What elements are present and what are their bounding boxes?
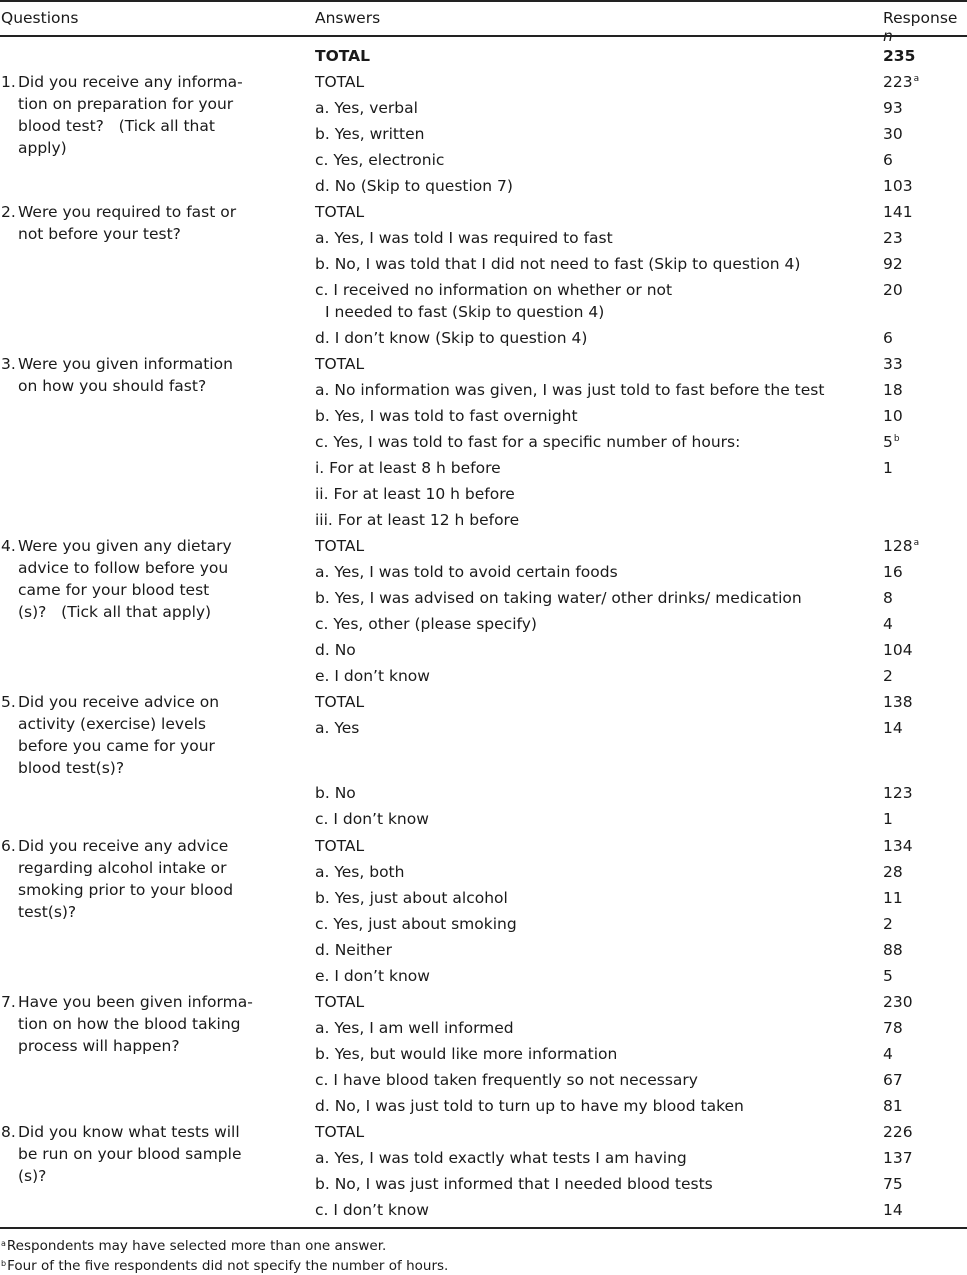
response-count: 6 bbox=[883, 329, 893, 347]
response-value bbox=[883, 431, 900, 453]
response-value bbox=[883, 1147, 913, 1169]
answer-text: b. No bbox=[315, 784, 356, 802]
answer-text: b. No, I was just informed that I needed blood tests bbox=[315, 1175, 713, 1193]
response-value bbox=[883, 782, 913, 804]
answer-label bbox=[315, 431, 740, 453]
response-value bbox=[883, 353, 903, 375]
answer-label bbox=[315, 613, 537, 635]
question-number: 2. bbox=[1, 203, 16, 221]
answer-label bbox=[315, 509, 519, 531]
response-value bbox=[883, 201, 913, 223]
answer-text: d. I don’t know (Skip to question 4) bbox=[315, 329, 588, 347]
answer-label bbox=[315, 227, 613, 249]
question-text-line: on how you should fast? bbox=[18, 377, 207, 395]
answer-text: c. Yes, electronic bbox=[315, 151, 445, 169]
question-text-line: Were you required to fast or bbox=[18, 203, 237, 221]
answer-text: a. Yes, I was told to avoid certain foods bbox=[315, 563, 618, 581]
header-bottom-rule bbox=[0, 35, 967, 37]
response-count: 18 bbox=[883, 381, 903, 399]
response-count: 67 bbox=[883, 1071, 903, 1089]
response-count: 1 bbox=[883, 459, 893, 477]
answer-text: TOTAL bbox=[315, 203, 365, 221]
answer-label bbox=[315, 253, 800, 275]
footnote-mark: a bbox=[1, 1239, 6, 1248]
response-value bbox=[883, 1069, 903, 1091]
question-text-line: apply) bbox=[18, 139, 67, 157]
question-text-line: Were you given information bbox=[18, 355, 233, 373]
question-text-line: came for your blood test bbox=[18, 581, 210, 599]
answer-label bbox=[315, 1173, 713, 1195]
response-value bbox=[883, 717, 903, 739]
answer-label bbox=[315, 991, 364, 1013]
answer-text: e. I don’t know bbox=[315, 967, 430, 985]
answer-label bbox=[315, 1095, 744, 1117]
question-number: 8. bbox=[1, 1123, 16, 1141]
response-value bbox=[883, 913, 893, 935]
answer-label bbox=[315, 782, 356, 804]
question-text-line: not before your test? bbox=[18, 225, 181, 243]
answer-text: d. No, I was just told to turn up to have my blood taken bbox=[315, 1097, 744, 1115]
answer-text: d. No bbox=[315, 641, 356, 659]
response-count: 123 bbox=[883, 784, 913, 802]
answer-text: c. I received no information on whether or not bbox=[315, 281, 673, 299]
answer-label bbox=[315, 561, 618, 583]
answer-label bbox=[315, 327, 587, 349]
response-value bbox=[883, 861, 903, 883]
answer-label bbox=[315, 97, 418, 119]
answer-label bbox=[315, 1043, 617, 1065]
response-count: 78 bbox=[883, 1019, 903, 1037]
response-count: 20 bbox=[883, 281, 903, 299]
answer-label bbox=[315, 279, 672, 323]
footnote-a bbox=[1, 1237, 386, 1255]
answer-label bbox=[315, 665, 430, 687]
question-text-line: (s)? bbox=[18, 1167, 47, 1185]
response-value bbox=[883, 1199, 903, 1221]
response-value bbox=[883, 1095, 903, 1117]
response-value bbox=[883, 457, 893, 479]
response-value bbox=[883, 887, 903, 909]
response-value bbox=[883, 149, 893, 171]
question-number: 4. bbox=[1, 537, 16, 555]
answer-text: ii. For at least 10 h before bbox=[315, 485, 515, 503]
answer-text: a. No information was given, I was just told to fast before the test bbox=[315, 381, 825, 399]
question-text-line: advice to follow before you bbox=[18, 559, 229, 577]
question-cell bbox=[1, 353, 261, 397]
answer-text: TOTAL bbox=[315, 355, 365, 373]
answer-text: TOTAL bbox=[315, 1123, 365, 1141]
answer-text: TOTAL bbox=[315, 837, 365, 855]
answer-text: a. Yes bbox=[315, 719, 360, 737]
response-count: 28 bbox=[883, 863, 903, 881]
answer-text: TOTAL bbox=[315, 693, 365, 711]
answer-text: c. Yes, other (please specify) bbox=[315, 615, 537, 633]
response-count: 33 bbox=[883, 355, 903, 373]
header-response-label: Response bbox=[883, 9, 958, 27]
response-count: 128 bbox=[883, 537, 913, 555]
answer-label bbox=[315, 123, 424, 145]
answer-label bbox=[315, 379, 824, 401]
answer-label bbox=[315, 1147, 687, 1169]
answer-label bbox=[315, 201, 364, 223]
answer-label bbox=[315, 1017, 514, 1039]
response-value bbox=[883, 405, 903, 427]
response-value bbox=[883, 991, 913, 1013]
footnote-marker: a bbox=[913, 538, 920, 548]
question-text-line: Did you receive advice on bbox=[18, 693, 220, 711]
question-text-line: process will happen? bbox=[18, 1037, 180, 1055]
answer-text: a. Yes, I was told I was required to fast bbox=[315, 229, 613, 247]
answer-label bbox=[315, 939, 392, 961]
response-count: 134 bbox=[883, 837, 913, 855]
response-count: 2 bbox=[883, 667, 893, 685]
response-count: 8 bbox=[883, 589, 893, 607]
response-value bbox=[883, 613, 893, 635]
response-count: 230 bbox=[883, 993, 913, 1011]
response-count: 93 bbox=[883, 99, 903, 117]
question-text-line: blood test? (Tick all that bbox=[18, 117, 215, 135]
response-value bbox=[883, 691, 913, 713]
response-count: 226 bbox=[883, 1123, 913, 1141]
answer-label bbox=[315, 587, 802, 609]
answer-label bbox=[315, 835, 364, 857]
answer-text: e. I don’t know bbox=[315, 667, 430, 685]
table-bottom-rule bbox=[0, 1227, 967, 1229]
answer-label bbox=[315, 691, 364, 713]
answer-label bbox=[315, 405, 578, 427]
response-value bbox=[883, 1043, 893, 1065]
answer-label bbox=[315, 1069, 698, 1091]
answer-text: b. Yes, written bbox=[315, 125, 425, 143]
response-value bbox=[883, 835, 913, 857]
response-count: 137 bbox=[883, 1149, 913, 1167]
footnote-text: Respondents may have selected more than one answer. bbox=[6, 1238, 387, 1254]
question-cell bbox=[1, 991, 261, 1057]
question-number: 7. bbox=[1, 993, 16, 1011]
response-count: 16 bbox=[883, 563, 903, 581]
answer-label bbox=[315, 639, 356, 661]
response-value bbox=[883, 327, 893, 349]
response-count: 4 bbox=[883, 615, 893, 633]
question-text-line: blood test(s)? bbox=[18, 759, 125, 777]
question-text-line: test(s)? bbox=[18, 903, 77, 921]
question-text-line: be run on your blood sample bbox=[18, 1145, 242, 1163]
response-count: 5 bbox=[883, 433, 893, 451]
question-text-line: smoking prior to your blood bbox=[18, 881, 234, 899]
answer-text: c. I don’t know bbox=[315, 1201, 429, 1219]
question-text-line: before you came for your bbox=[18, 737, 215, 755]
response-value bbox=[883, 175, 913, 197]
answer-text: c. Yes, just about smoking bbox=[315, 915, 517, 933]
response-value bbox=[883, 808, 893, 830]
response-count: 30 bbox=[883, 125, 903, 143]
question-text-line: Were you given any dietary bbox=[18, 537, 232, 555]
response-value bbox=[883, 253, 903, 275]
response-value bbox=[883, 587, 893, 609]
response-count: 138 bbox=[883, 693, 913, 711]
header-response bbox=[883, 9, 967, 45]
answer-label bbox=[315, 71, 364, 93]
response-value bbox=[883, 639, 913, 661]
question-cell bbox=[1, 1121, 261, 1187]
response-count: 1 bbox=[883, 810, 893, 828]
question-cell bbox=[1, 691, 261, 779]
answer-label bbox=[315, 861, 404, 883]
answer-label bbox=[315, 175, 513, 197]
footnote-marker: b bbox=[893, 434, 900, 444]
response-count: 6 bbox=[883, 151, 893, 169]
response-value bbox=[883, 665, 893, 687]
response-value bbox=[883, 1017, 903, 1039]
answer-label bbox=[315, 353, 364, 375]
question-text-line: Did you know what tests will bbox=[18, 1123, 240, 1141]
response-count: 23 bbox=[883, 229, 903, 247]
question-number: 5. bbox=[1, 693, 16, 711]
response-value bbox=[883, 123, 903, 145]
answer-label bbox=[315, 483, 515, 505]
response-count: 92 bbox=[883, 255, 903, 273]
answer-text: TOTAL bbox=[315, 73, 365, 91]
answer-text: TOTAL bbox=[315, 537, 365, 555]
footnote-text: Four of the five respondents did not specify the number of hours. bbox=[7, 1258, 449, 1274]
response-count: 141 bbox=[883, 203, 913, 221]
answer-text: c. Yes, I was told to fast for a specific number of hours: bbox=[315, 433, 741, 451]
response-count: 88 bbox=[883, 941, 903, 959]
response-count: 223 bbox=[883, 73, 913, 91]
question-text-line: Have you been given informa- bbox=[18, 993, 253, 1011]
answer-text: b. Yes, just about alcohol bbox=[315, 889, 508, 907]
answer-text: i. For at least 8 h before bbox=[315, 459, 501, 477]
answer-text: c. I have blood taken frequently so not necessary bbox=[315, 1071, 698, 1089]
response-count: 11 bbox=[883, 889, 903, 907]
response-count: 103 bbox=[883, 177, 913, 195]
question-text-line: activity (exercise) levels bbox=[18, 715, 206, 733]
question-cell bbox=[1, 535, 261, 623]
response-value bbox=[883, 71, 919, 93]
question-number: 3. bbox=[1, 355, 16, 373]
answer-text: d. No (Skip to question 7) bbox=[315, 177, 513, 195]
answer-label bbox=[315, 1121, 364, 1143]
response-value bbox=[883, 535, 919, 557]
question-cell bbox=[1, 835, 261, 923]
grand-total-label: TOTAL bbox=[315, 47, 370, 65]
footnote-mark: b bbox=[1, 1259, 7, 1268]
answer-label bbox=[315, 717, 359, 739]
header-answers: Answers bbox=[315, 9, 381, 27]
response-value bbox=[883, 279, 903, 301]
response-count: 75 bbox=[883, 1175, 903, 1193]
answer-label bbox=[315, 887, 508, 909]
response-value bbox=[883, 939, 903, 961]
response-value bbox=[883, 379, 903, 401]
answer-text: b. Yes, I was advised on taking water/ other drinks/ medication bbox=[315, 589, 802, 607]
question-text-line: (s)? (Tick all that apply) bbox=[18, 603, 212, 621]
grand-total-value: 235 bbox=[883, 47, 916, 65]
answer-label bbox=[315, 808, 429, 830]
question-text-line: tion on preparation for your bbox=[18, 95, 234, 113]
response-count: 4 bbox=[883, 1045, 893, 1063]
question-text-line: Did you receive any advice bbox=[18, 837, 229, 855]
footnote-marker: a bbox=[913, 74, 920, 84]
question-text-line: Did you receive any informa- bbox=[18, 73, 243, 91]
answer-text: b. Yes, I was told to fast overnight bbox=[315, 407, 578, 425]
answer-text: a. Yes, I am well informed bbox=[315, 1019, 514, 1037]
response-count: 10 bbox=[883, 407, 903, 425]
question-text-line: regarding alcohol intake or bbox=[18, 859, 227, 877]
answer-label bbox=[315, 149, 444, 171]
answer-text: a. Yes, both bbox=[315, 863, 405, 881]
answer-text: b. No, I was told that I did not need to fast (Skip to question 4) bbox=[315, 255, 801, 273]
response-count: 14 bbox=[883, 719, 903, 737]
answer-label bbox=[315, 457, 501, 479]
answer-text: c. I don’t know bbox=[315, 810, 429, 828]
question-text-line: tion on how the blood taking bbox=[18, 1015, 241, 1033]
answer-text-continued: I needed to fast (Skip to question 4) bbox=[325, 303, 605, 321]
footnote-b bbox=[1, 1257, 448, 1275]
response-count: 104 bbox=[883, 641, 913, 659]
question-cell bbox=[1, 201, 261, 245]
response-value bbox=[883, 227, 903, 249]
response-count: 14 bbox=[883, 1201, 903, 1219]
answer-text: b. Yes, but would like more information bbox=[315, 1045, 618, 1063]
question-number: 6. bbox=[1, 837, 16, 855]
response-value bbox=[883, 97, 903, 119]
answer-text: d. Neither bbox=[315, 941, 392, 959]
answer-label bbox=[315, 1199, 429, 1221]
answer-text: a. Yes, I was told exactly what tests I am having bbox=[315, 1149, 687, 1167]
header-questions: Questions bbox=[1, 9, 79, 27]
question-cell bbox=[1, 71, 261, 159]
response-count: 5 bbox=[883, 967, 893, 985]
table-top-rule bbox=[0, 0, 967, 2]
response-count: 81 bbox=[883, 1097, 903, 1115]
response-value bbox=[883, 1121, 913, 1143]
response-value bbox=[883, 965, 893, 987]
response-value bbox=[883, 561, 903, 583]
answer-text: TOTAL bbox=[315, 993, 365, 1011]
question-number: 1. bbox=[1, 73, 16, 91]
response-count: 2 bbox=[883, 915, 893, 933]
answer-label bbox=[315, 965, 430, 987]
answer-text: a. Yes, verbal bbox=[315, 99, 418, 117]
answer-text: iii. For at least 12 h before bbox=[315, 511, 520, 529]
answer-label bbox=[315, 535, 364, 557]
response-value bbox=[883, 1173, 903, 1195]
answer-label bbox=[315, 913, 517, 935]
